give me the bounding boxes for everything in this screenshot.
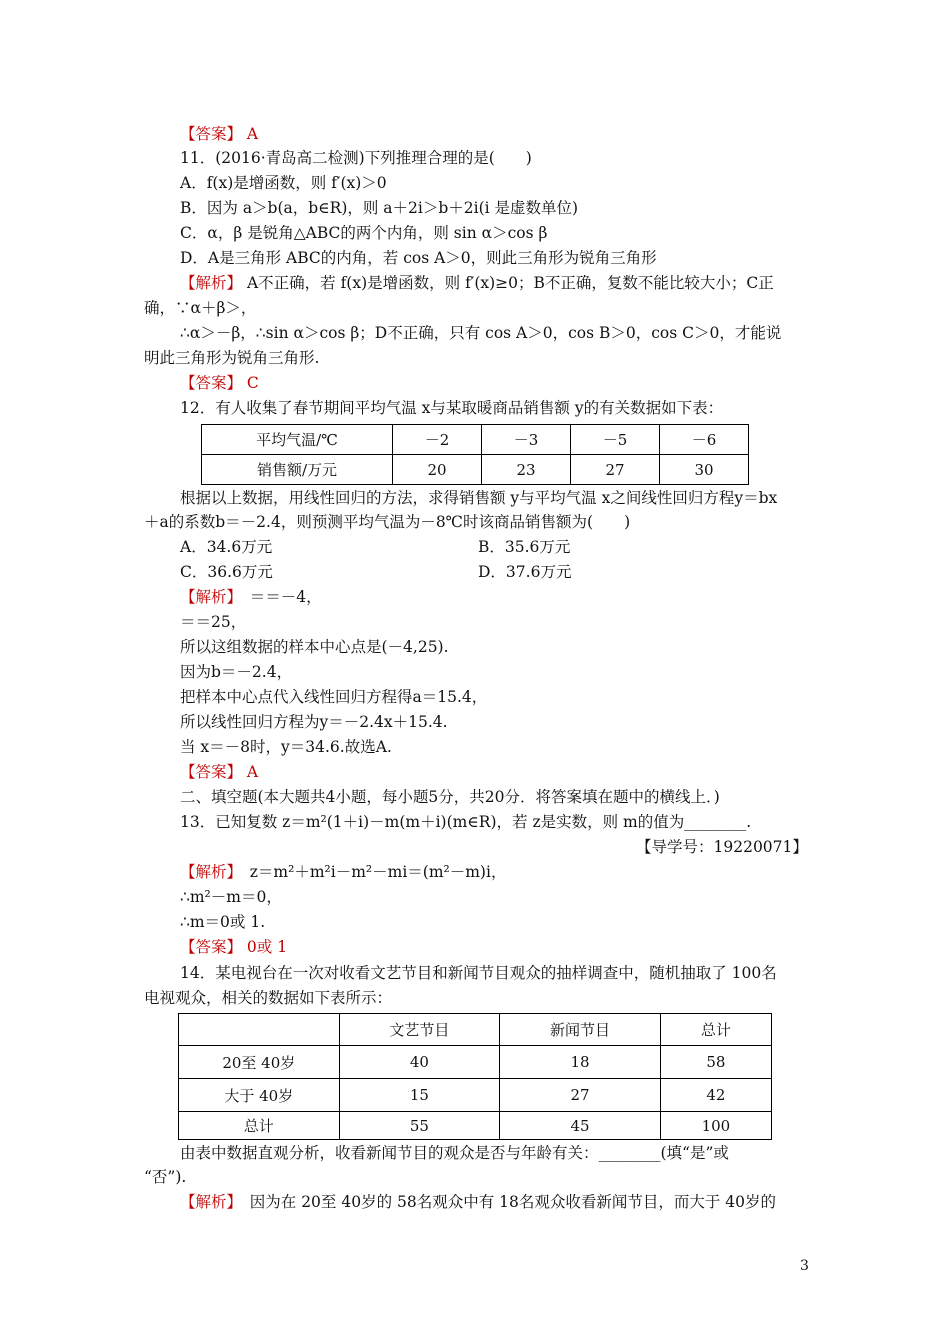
q11-option-b: B．因为 a＞b(a，b∈R)，则 a＋2i＞b＋2i(i 是虚数单位) xyxy=(180,199,579,217)
q12-analysis-line3: 所以这组数据的样本中心点是(－4,25). xyxy=(180,638,449,656)
table-cell: 100 xyxy=(660,1112,771,1140)
q13-analysis-line3: ∴m＝0或 1. xyxy=(180,913,266,931)
table-cell: －2 xyxy=(393,425,482,455)
q14-para-line1: 由表中数据直观分析，收看新闻节目的观众是否与年龄有关：________(填“是”或 xyxy=(180,1144,729,1162)
q13-analysis-line1 xyxy=(180,862,506,882)
q14-stem-line1: 14．某电视台在一次对收看文艺节目和新闻节目观众的抽样调查中，随机抽取了 100名 xyxy=(180,964,777,982)
q12-option-b: B．35.6万元 xyxy=(478,538,571,556)
table-header-cell: 总计 xyxy=(660,1014,771,1046)
q12-data-table xyxy=(201,424,749,485)
table-cell: 销售额/万元 xyxy=(202,455,393,485)
q12-analysis-line4: 因为b＝－2.4， xyxy=(180,663,293,681)
q12-option-d: D．37.6万元 xyxy=(478,563,572,581)
table-cell: 58 xyxy=(660,1046,771,1079)
table-row xyxy=(179,1112,772,1140)
q12-para-line1: 根据以上数据，用线性回归的方法，求得销售额 y与平均气温 x之间线性回归方程y＝bx xyxy=(180,489,778,507)
q13-answer: 【答案】 0或 1 xyxy=(180,938,288,956)
q12-answer: 【答案】 A xyxy=(180,763,259,781)
table-header-row xyxy=(179,1014,772,1046)
table-cell: 27 xyxy=(571,455,660,485)
q11-analysis-line2: 确，∵α＋β＞， xyxy=(144,299,257,317)
q12-para-line2: ＋a的系数b＝－2.4，则预测平均气温为－8℃时该商品销售额为( ) xyxy=(144,513,631,531)
table-cell: 23 xyxy=(482,455,571,485)
table-cell: －3 xyxy=(482,425,571,455)
analysis-tag: 【解析】 xyxy=(180,588,235,606)
q13-stem: 13．已知复数 z＝m²(1＋i)－m(m＋i)(m∈R)，若 z是实数，则 m的值为________. xyxy=(180,813,752,831)
q14-stem-line2: 电视观众，相关的数据如下表所示： xyxy=(144,989,393,1007)
analysis-text: ＝＝－4， xyxy=(234,588,322,606)
table-cell: 18 xyxy=(500,1046,661,1079)
q12-stem: 12．有人收集了春节期间平均气温 x与某取暖商品销售额 y的有关数据如下表： xyxy=(180,399,724,417)
table-cell: 平均气温/℃ xyxy=(202,425,393,455)
table-cell: 大于 40岁 xyxy=(179,1079,340,1112)
table-cell: 55 xyxy=(339,1112,500,1140)
q11-option-d: D．A是三角形 ABC的内角，若 cos A＞0，则此三角形为锐角三角形 xyxy=(180,249,657,267)
q11-analysis-line3: ∴α＞－β，∴sin α＞cos β；D不正确，只有 cos A＞0，cos B＞0，cos C＞0，才能说 xyxy=(180,324,782,342)
table-cell: 45 xyxy=(500,1112,661,1140)
q12-analysis-line5: 把样本中心点代入线性回归方程得a＝15.4， xyxy=(180,688,488,706)
guide-number: 【导学号：19220071】 xyxy=(636,838,808,856)
q13-analysis-line2: ∴m²－m＝0， xyxy=(180,888,282,906)
table-header-cell: 文艺节目 xyxy=(339,1014,500,1046)
q14-analysis-line1 xyxy=(180,1192,776,1212)
analysis-tag: 【解析】 xyxy=(180,274,243,292)
table-cell: －6 xyxy=(660,425,749,455)
q12-analysis-line1 xyxy=(180,587,322,607)
table-cell: 20 xyxy=(393,455,482,485)
table-cell: 40 xyxy=(339,1046,500,1079)
q11-option-c: C．α，β 是锐角△ABC的两个内角，则 sin α＞cos β xyxy=(180,224,548,242)
q11-answer: 【答案】 C xyxy=(180,374,259,392)
table-cell: 42 xyxy=(660,1079,771,1112)
q12-analysis-line7: 当 x＝－8时，y＝34.6.故选A. xyxy=(180,738,392,756)
table-header-cell: 新闻节目 xyxy=(500,1014,661,1046)
analysis-text: 因为在 20至 40岁的 58名观众中有 18名观众收看新闻节目，而大于 40岁的 xyxy=(234,1193,777,1211)
table-cell: 15 xyxy=(339,1079,500,1112)
table-cell: 总计 xyxy=(179,1112,340,1140)
q11-analysis-line1 xyxy=(180,273,774,293)
q12-analysis-line6: 所以线性回归方程为y＝－2.4x＋15.4. xyxy=(180,713,448,731)
table-row xyxy=(179,1079,772,1112)
table-row xyxy=(202,455,749,485)
section-heading: 二、填空题(本大题共4小题，每小题5分，共20分．将答案填在题中的横线上．) xyxy=(180,788,720,806)
table-cell: 27 xyxy=(500,1079,661,1112)
table-cell: 20至 40岁 xyxy=(179,1046,340,1079)
analysis-text: A不正确，若 f(x)是增函数，则 f′(x)≥0；B不正确，复数不能比较大小；C正 xyxy=(242,274,774,292)
analysis-tag: 【解析】 xyxy=(180,1193,235,1211)
page-number: 3 xyxy=(800,1258,809,1274)
analysis-text: z＝m²＋m²i－m²－mi＝(m²－m)i， xyxy=(234,863,507,881)
q14-data-table xyxy=(178,1013,772,1140)
q11-option-a: A．f(x)是增函数，则 f′(x)＞0 xyxy=(180,174,387,192)
table-row xyxy=(179,1046,772,1079)
answer-prev: 【答案】 A xyxy=(180,125,259,143)
q12-option-a: A．34.6万元 xyxy=(180,538,273,556)
table-cell: －5 xyxy=(571,425,660,455)
table-header-cell xyxy=(179,1014,340,1046)
q11-analysis-line4: 明此三角形为锐角三角形. xyxy=(144,349,320,367)
q11-stem: 11．(2016·青岛高二检测)下列推理合理的是( ) xyxy=(180,149,532,167)
q12-analysis-line2: ＝＝25， xyxy=(180,613,247,631)
analysis-tag: 【解析】 xyxy=(180,863,235,881)
q12-option-c: C．36.6万元 xyxy=(180,563,273,581)
q14-para-line2: “否”). xyxy=(144,1168,187,1186)
table-cell: 30 xyxy=(660,455,749,485)
table-row xyxy=(202,425,749,455)
